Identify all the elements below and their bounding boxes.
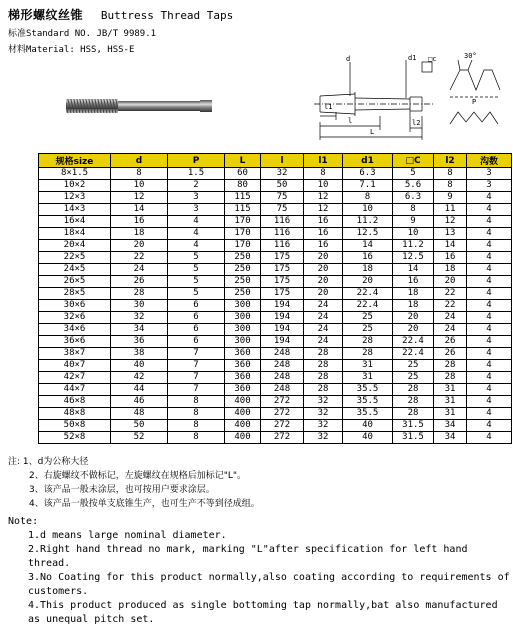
- table-row: [39, 240, 512, 252]
- table-cell: 20×4: [39, 240, 111, 252]
- table-cell: 32×6: [39, 312, 111, 324]
- table-cell: 34: [434, 420, 467, 432]
- table-cell: 22: [434, 300, 467, 312]
- table-cell: 115: [225, 204, 261, 216]
- table-row: [39, 264, 512, 276]
- table-cell: 360: [225, 348, 261, 360]
- notes-cn-label: 注: 1、d为公称大径: [8, 457, 89, 467]
- table-cell: 4: [467, 372, 512, 384]
- table-cell: 44: [111, 384, 168, 396]
- notes-en-item: 4.This product produced as single bottoming tap normally,bat also manufactured as unequal pitch set.: [28, 600, 498, 625]
- table-cell: 50: [111, 420, 168, 432]
- table-cell: 3: [467, 168, 512, 180]
- table-row: [39, 168, 512, 180]
- notes-en-item: 2.Right hand thread no mark, marking "L"after specification for left hand thread.: [28, 544, 468, 569]
- table-cell: 7: [168, 348, 225, 360]
- table-cell: 7: [168, 360, 225, 372]
- table-cell: 32: [261, 168, 304, 180]
- table-cell: 36: [111, 336, 168, 348]
- table-cell: 4: [467, 312, 512, 324]
- label-L: L: [370, 128, 375, 136]
- table-cell: 2: [168, 180, 225, 192]
- table-cell: 272: [261, 408, 304, 420]
- table-cell: 22×5: [39, 252, 111, 264]
- table-row: [39, 432, 512, 444]
- table-cell: 20: [111, 240, 168, 252]
- table-cell: 50×8: [39, 420, 111, 432]
- table-cell: 12.5: [343, 228, 393, 240]
- table-cell: 170: [225, 216, 261, 228]
- table-cell: 22.4: [343, 300, 393, 312]
- notes-en-item: 1.d means large nominal diameter.: [28, 530, 227, 541]
- table-cell: 28: [304, 360, 343, 372]
- title-en: Buttress Thread Taps: [100, 9, 234, 22]
- table-cell: 24: [304, 336, 343, 348]
- table-cell: 248: [261, 372, 304, 384]
- col-header-d1: d1: [343, 154, 393, 168]
- table-cell: 20: [304, 288, 343, 300]
- table-cell: 25: [343, 312, 393, 324]
- table-cell: 22: [111, 252, 168, 264]
- table-cell: 31: [343, 360, 393, 372]
- table-cell: 18: [393, 300, 434, 312]
- table-cell: 250: [225, 252, 261, 264]
- table-cell: 4: [467, 432, 512, 444]
- table-cell: 8: [434, 180, 467, 192]
- label-l: l: [348, 117, 353, 125]
- table-cell: 175: [261, 288, 304, 300]
- table-cell: 31: [434, 408, 467, 420]
- label-d: d: [346, 55, 351, 63]
- table-cell: 7.1: [343, 180, 393, 192]
- table-cell: 360: [225, 384, 261, 396]
- table-cell: 300: [225, 312, 261, 324]
- table-cell: 6: [168, 300, 225, 312]
- table-cell: 24: [434, 324, 467, 336]
- table-cell: 10: [111, 180, 168, 192]
- col-header-L: L: [225, 154, 261, 168]
- table-cell: 22.4: [393, 348, 434, 360]
- table-row: [39, 384, 512, 396]
- table-cell: 32: [304, 396, 343, 408]
- table-cell: 9: [434, 192, 467, 204]
- table-cell: 3: [168, 204, 225, 216]
- table-cell: 14: [393, 264, 434, 276]
- table-cell: 14: [343, 240, 393, 252]
- notes-cn-item: 2、右旋螺纹不做标记，左旋螺纹在规格后加标记"L"。: [29, 471, 247, 481]
- table-cell: 42×7: [39, 372, 111, 384]
- table-cell: 28: [434, 372, 467, 384]
- table-cell: 52×8: [39, 432, 111, 444]
- table-cell: 14×3: [39, 204, 111, 216]
- table-cell: 8: [111, 168, 168, 180]
- table-row: [39, 204, 512, 216]
- notes-en-label: Note:: [8, 516, 39, 527]
- table-cell: 4: [168, 216, 225, 228]
- table-cell: 5: [168, 288, 225, 300]
- table-cell: 38×7: [39, 348, 111, 360]
- table-row: [39, 216, 512, 228]
- table-cell: 32: [304, 420, 343, 432]
- table-cell: 4: [467, 192, 512, 204]
- table-cell: 28: [304, 348, 343, 360]
- table-cell: 400: [225, 396, 261, 408]
- col-header-l1: l1: [304, 154, 343, 168]
- label-d1: d1: [408, 54, 417, 62]
- col-header-size: 规格size: [39, 154, 111, 168]
- col-header-c: □C: [393, 154, 434, 168]
- table-cell: 16×4: [39, 216, 111, 228]
- table-row: [39, 324, 512, 336]
- table-cell: 400: [225, 432, 261, 444]
- table-cell: 8×1.5: [39, 168, 111, 180]
- table-cell: 28: [393, 396, 434, 408]
- table-cell: 22: [434, 288, 467, 300]
- table-cell: 194: [261, 336, 304, 348]
- table-cell: 3: [467, 180, 512, 192]
- table-cell: 28: [393, 408, 434, 420]
- table-row: [39, 420, 512, 432]
- table-cell: 175: [261, 264, 304, 276]
- table-cell: 6: [168, 324, 225, 336]
- col-header-flutes: 沟数: [467, 154, 512, 168]
- table-cell: 11.2: [393, 240, 434, 252]
- table-cell: 250: [225, 276, 261, 288]
- table-cell: 272: [261, 432, 304, 444]
- table-cell: 28: [343, 348, 393, 360]
- table-cell: 4: [467, 384, 512, 396]
- table-cell: 194: [261, 324, 304, 336]
- table-cell: 12: [111, 192, 168, 204]
- table-cell: 40×7: [39, 360, 111, 372]
- spec-table: [38, 153, 512, 444]
- table-cell: 116: [261, 216, 304, 228]
- table-cell: 9: [393, 216, 434, 228]
- table-row: [39, 396, 512, 408]
- table-row: [39, 288, 512, 300]
- table-cell: 35.5: [343, 408, 393, 420]
- table-cell: 8: [434, 168, 467, 180]
- table-cell: 22.4: [343, 288, 393, 300]
- table-cell: 6.3: [343, 168, 393, 180]
- table-cell: 26: [434, 336, 467, 348]
- table-cell: 18×4: [39, 228, 111, 240]
- table-cell: 32: [304, 408, 343, 420]
- table-cell: 28: [111, 288, 168, 300]
- table-cell: 250: [225, 264, 261, 276]
- table-cell: 26: [434, 348, 467, 360]
- table-cell: 26: [111, 276, 168, 288]
- table-cell: 4: [467, 240, 512, 252]
- table-cell: 248: [261, 384, 304, 396]
- table-cell: 25: [343, 324, 393, 336]
- table-cell: 18: [343, 264, 393, 276]
- table-cell: 194: [261, 312, 304, 324]
- table-cell: 4: [467, 264, 512, 276]
- table-cell: 28: [304, 372, 343, 384]
- table-cell: 11: [434, 204, 467, 216]
- table-cell: 20: [393, 312, 434, 324]
- table-cell: 35.5: [343, 384, 393, 396]
- label-l1: l1: [324, 103, 333, 111]
- table-cell: 24×5: [39, 264, 111, 276]
- table-cell: 6: [168, 312, 225, 324]
- table-cell: 30×6: [39, 300, 111, 312]
- table-cell: 48: [111, 408, 168, 420]
- table-cell: 24: [111, 264, 168, 276]
- table-cell: 40: [343, 432, 393, 444]
- table-cell: 1.5: [168, 168, 225, 180]
- table-row: [39, 300, 512, 312]
- table-cell: 8: [304, 168, 343, 180]
- table-cell: 272: [261, 396, 304, 408]
- table-row: [39, 312, 512, 324]
- table-cell: 4: [467, 252, 512, 264]
- tap-image: [64, 95, 214, 117]
- table-cell: 115: [225, 192, 261, 204]
- table-cell: 4: [467, 420, 512, 432]
- table-cell: 248: [261, 360, 304, 372]
- table-cell: 14: [434, 240, 467, 252]
- table-cell: 300: [225, 300, 261, 312]
- table-cell: 24: [304, 312, 343, 324]
- table-cell: 8: [168, 408, 225, 420]
- table-cell: 4: [467, 228, 512, 240]
- table-cell: 12: [304, 204, 343, 216]
- table-cell: 18: [393, 288, 434, 300]
- table-cell: 11.2: [343, 216, 393, 228]
- table-cell: 4: [467, 216, 512, 228]
- table-cell: 24: [434, 312, 467, 324]
- table-cell: 10: [343, 204, 393, 216]
- table-cell: 300: [225, 336, 261, 348]
- table-cell: 4: [467, 408, 512, 420]
- col-header-l: l: [261, 154, 304, 168]
- technical-drawing: [300, 52, 505, 147]
- table-cell: 16: [343, 252, 393, 264]
- table-cell: 28: [434, 360, 467, 372]
- table-cell: 20: [434, 276, 467, 288]
- table-cell: 34×6: [39, 324, 111, 336]
- table-cell: 175: [261, 252, 304, 264]
- table-row: [39, 228, 512, 240]
- table-cell: 8: [393, 204, 434, 216]
- table-cell: 5: [168, 276, 225, 288]
- table-header-row: [39, 154, 512, 168]
- table-cell: 4: [467, 360, 512, 372]
- table-cell: 14: [111, 204, 168, 216]
- table-cell: 22.4: [393, 336, 434, 348]
- label-angle: 30°: [464, 52, 477, 60]
- table-cell: 16: [434, 252, 467, 264]
- table-cell: 7: [168, 372, 225, 384]
- table-cell: 116: [261, 228, 304, 240]
- table-cell: 300: [225, 324, 261, 336]
- table-cell: 32: [304, 432, 343, 444]
- table-cell: 36×6: [39, 336, 111, 348]
- table-cell: 16: [304, 240, 343, 252]
- table-cell: 10×2: [39, 180, 111, 192]
- table-cell: 250: [225, 288, 261, 300]
- table-row: [39, 372, 512, 384]
- table-cell: 5.6: [393, 180, 434, 192]
- table-cell: 4: [467, 396, 512, 408]
- notes-en-item: 3.No Coating for this product normally,also coating according to requirements of customers.: [28, 572, 510, 597]
- table-cell: 400: [225, 408, 261, 420]
- table-cell: 34: [111, 324, 168, 336]
- table-cell: 4: [467, 336, 512, 348]
- table-cell: 38: [111, 348, 168, 360]
- table-cell: 170: [225, 228, 261, 240]
- table-cell: 12.5: [393, 252, 434, 264]
- table-row: [39, 276, 512, 288]
- table-cell: 20: [343, 276, 393, 288]
- table-cell: 31: [434, 396, 467, 408]
- table-cell: 7: [168, 384, 225, 396]
- table-cell: 4: [467, 324, 512, 336]
- table-cell: 31.5: [393, 432, 434, 444]
- table-cell: 31.5: [393, 420, 434, 432]
- table-cell: 40: [343, 420, 393, 432]
- table-cell: 28: [393, 384, 434, 396]
- table-cell: 46: [111, 396, 168, 408]
- table-cell: 35.5: [343, 396, 393, 408]
- table-cell: 400: [225, 420, 261, 432]
- table-cell: 30: [111, 300, 168, 312]
- page-header: [8, 6, 233, 23]
- table-cell: 44×7: [39, 384, 111, 396]
- notes-cn-item: 4、该产品一般按单支底锥生产，也可生产不等到径成组。: [29, 499, 260, 509]
- notes-cn-item: 3、该产品一般未涂层，也可按用户要求涂层。: [29, 485, 215, 495]
- table-cell: 46×8: [39, 396, 111, 408]
- table-cell: 20: [304, 276, 343, 288]
- table-cell: 26×5: [39, 276, 111, 288]
- table-cell: 52: [111, 432, 168, 444]
- table-cell: 116: [261, 240, 304, 252]
- table-cell: 4: [467, 276, 512, 288]
- table-row: [39, 180, 512, 192]
- table-cell: 6.3: [393, 192, 434, 204]
- label-c: □c: [428, 55, 437, 63]
- col-header-p: P: [168, 154, 225, 168]
- table-cell: 20: [393, 324, 434, 336]
- table-cell: 13: [434, 228, 467, 240]
- table-cell: 5: [168, 252, 225, 264]
- table-cell: 175: [261, 276, 304, 288]
- notes-chinese: [8, 455, 260, 511]
- table-cell: 12: [304, 192, 343, 204]
- table-row: [39, 360, 512, 372]
- table-cell: 16: [111, 216, 168, 228]
- table-cell: 12: [434, 216, 467, 228]
- table-cell: 8: [168, 420, 225, 432]
- table-cell: 16: [304, 228, 343, 240]
- table-cell: 25: [393, 360, 434, 372]
- table-cell: 24: [304, 324, 343, 336]
- table-cell: 194: [261, 300, 304, 312]
- table-cell: 170: [225, 240, 261, 252]
- table-cell: 28: [304, 384, 343, 396]
- table-row: [39, 336, 512, 348]
- table-cell: 42: [111, 372, 168, 384]
- table-cell: 28×5: [39, 288, 111, 300]
- table-row: [39, 192, 512, 204]
- table-cell: 8: [168, 396, 225, 408]
- table-cell: 16: [393, 276, 434, 288]
- col-header-l2: l2: [434, 154, 467, 168]
- material-line: 材料Material: HSS, HSS-E: [8, 45, 135, 55]
- table-cell: 16: [304, 216, 343, 228]
- table-cell: 20: [304, 264, 343, 276]
- table-cell: 4: [467, 300, 512, 312]
- table-cell: 6: [168, 336, 225, 348]
- table-cell: 60: [225, 168, 261, 180]
- table-cell: 31: [343, 372, 393, 384]
- table-cell: 50: [261, 180, 304, 192]
- table-cell: 18: [111, 228, 168, 240]
- table-row: [39, 348, 512, 360]
- table-cell: 75: [261, 192, 304, 204]
- table-cell: 8: [343, 192, 393, 204]
- table-cell: 360: [225, 372, 261, 384]
- table-row: [39, 408, 512, 420]
- standard-line: 标准Standard NO. JB/T 9989.1: [8, 29, 157, 39]
- table-cell: 360: [225, 360, 261, 372]
- table-cell: 20: [304, 252, 343, 264]
- table-cell: 8: [168, 432, 225, 444]
- table-cell: 10: [304, 180, 343, 192]
- table-cell: 80: [225, 180, 261, 192]
- table-cell: 75: [261, 204, 304, 216]
- table-cell: 25: [393, 372, 434, 384]
- table-cell: 248: [261, 348, 304, 360]
- table-cell: 18: [434, 264, 467, 276]
- table-cell: 4: [467, 288, 512, 300]
- table-cell: 5: [168, 264, 225, 276]
- table-cell: 3: [168, 192, 225, 204]
- table-cell: 40: [111, 360, 168, 372]
- table-cell: 4: [467, 204, 512, 216]
- table-cell: 28: [343, 336, 393, 348]
- table-cell: 4: [467, 348, 512, 360]
- table-cell: 272: [261, 420, 304, 432]
- table-cell: 10: [393, 228, 434, 240]
- table-cell: 5: [393, 168, 434, 180]
- table-cell: 4: [168, 228, 225, 240]
- table-cell: 12×3: [39, 192, 111, 204]
- table-cell: 31: [434, 384, 467, 396]
- label-l2: l2: [412, 119, 421, 127]
- table-cell: 48×8: [39, 408, 111, 420]
- label-p: P: [472, 98, 477, 106]
- table-cell: 24: [304, 300, 343, 312]
- table-cell: 34: [434, 432, 467, 444]
- notes-english: [8, 515, 513, 627]
- table-cell: 32: [111, 312, 168, 324]
- table-row: [39, 252, 512, 264]
- table-cell: 4: [168, 240, 225, 252]
- title-cn: 梯形螺纹丝锥: [8, 8, 84, 22]
- col-header-d: d: [111, 154, 168, 168]
